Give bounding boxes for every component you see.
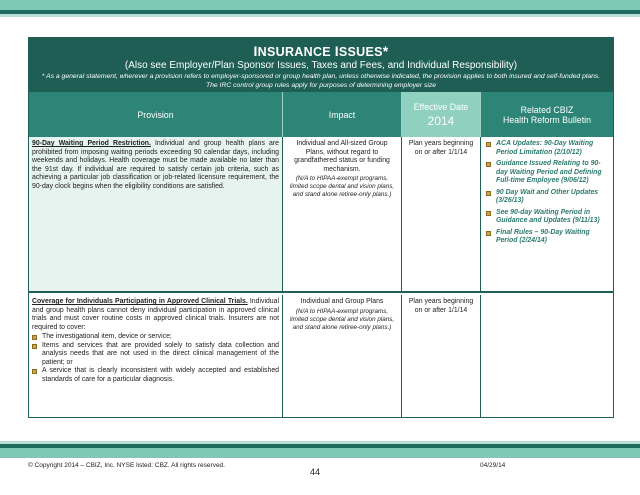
header-provision: Provision	[29, 92, 283, 137]
bullet-square-icon	[486, 231, 491, 236]
column-headers	[29, 92, 613, 137]
related-bulletin-cell	[481, 137, 613, 291]
bulletin-link[interactable]: See 90-day Waiting Period in Guidance and Updates (9/11/13)	[484, 209, 610, 226]
coverage-exclusions-list	[32, 333, 279, 384]
bullet-square-icon	[32, 335, 37, 340]
impact-cell: Individual and All-sized Group Plans, without regard to grandfathered status or funding mechanism. (N/A to HIPAA-exempt programs, limited scope dental and vision plans, and stand alone retiree-only plans.)	[283, 137, 402, 291]
bullet-square-icon	[486, 142, 491, 147]
list-item: Items and services that are provided solely to satisfy data collection and analysis needs that are not used in the direct clinical management of the patient; or	[32, 342, 279, 368]
table-row	[29, 137, 613, 293]
bullet-square-icon	[486, 162, 491, 167]
footer-date: 04/29/14	[480, 462, 506, 469]
effective-date-cell: Plan years beginning on or after 1/1/14	[402, 137, 481, 291]
bullet-square-icon	[32, 369, 37, 374]
header-effective-date: Effective Date 2014	[402, 92, 481, 137]
provision-cell: 90-Day Waiting Period Restriction. Individual and group health plans are prohibited from imposing waiting periods exceeding 90 calendar days, including weekends and holidays. Health coverage must be made available no later than the 91st day. If individual are required to satisfy certain job criteria, such as achieving a particular job classification or job-related licensure requirement, the 90-day clock begins when the eligibility conditions are satisfied.	[29, 137, 283, 291]
bulletin-link[interactable]: ACA Updates: 90-Day Waiting Period Limitation (2/10/12)	[484, 140, 610, 157]
table-row	[29, 295, 613, 418]
bulletin-link[interactable]: Final Rules – 90-Day Waiting Period (2/24/14)	[484, 229, 610, 246]
bullet-square-icon	[32, 344, 37, 349]
footer-page-number: 44	[310, 467, 321, 477]
table-note: * As a general statement, wherever a provision refers to employer-sponsored or group health plan, unless otherwise indicated, the provision applies to both insured and self-funded plans. The IRC control group rules apply for purposes of determining employer size	[41, 73, 601, 89]
bullet-square-icon	[486, 211, 491, 216]
list-item: The investigational item, device or service;	[32, 333, 279, 342]
table-subtitle: (Also see Employer/Plan Sponsor Issues, Taxes and Fees, and Individual Responsibility)	[124, 60, 518, 71]
header-related-bulletin: Related CBIZ Health Reform Bulletin	[481, 92, 613, 137]
table-title: INSURANCE ISSUES*	[253, 43, 389, 59]
bullet-square-icon	[486, 191, 491, 196]
bulletin-link[interactable]: 90 Day Wait and Other Updates (3/26/13)	[484, 189, 610, 206]
footer-copyright: © Copyright 2014 – CBIZ, Inc. NYSE listed: CBZ. All rights reserved.	[28, 462, 225, 469]
effective-date-cell: Plan years beginning on or after 1/1/14	[402, 295, 481, 418]
top-stripe	[0, 0, 640, 10]
impact-cell: Individual and Group Plans (N/A to HIPAA-exempt programs, limited scope dental and vision plans, and stand alone retiree-only plans.)	[283, 295, 402, 418]
header-impact: Impact	[283, 92, 402, 137]
related-bulletin-cell	[481, 295, 613, 418]
insurance-issues-table	[28, 37, 614, 418]
bulletin-link[interactable]: Guidance Issued Relating to 90-day Waiting Period and Defining Full-time Employee (9/06/12)	[484, 160, 610, 186]
table-title-block	[29, 38, 613, 92]
top-stripe-light	[0, 14, 640, 17]
bottom-stripe	[0, 448, 640, 458]
list-item: A service that is clearly inconsistent with widely accepted and established standards of care for a particular diagnosis.	[32, 367, 279, 384]
provision-cell: Coverage for Individuals Participating in Approved Clinical Trials. Individual and group health plans cannot deny individual participation in approved clinical trials and must cover routine costs in approved clinical trials. Insurers are not required to cover: The investigational item, device or service; Items and services that are provided solely to satisfy data collection and analysis needs that are not used in the direct clinical management of the patient; or A service that is clearly inconsistent with widely accepted and established standards of care for a particular diagnosis.	[29, 295, 283, 418]
